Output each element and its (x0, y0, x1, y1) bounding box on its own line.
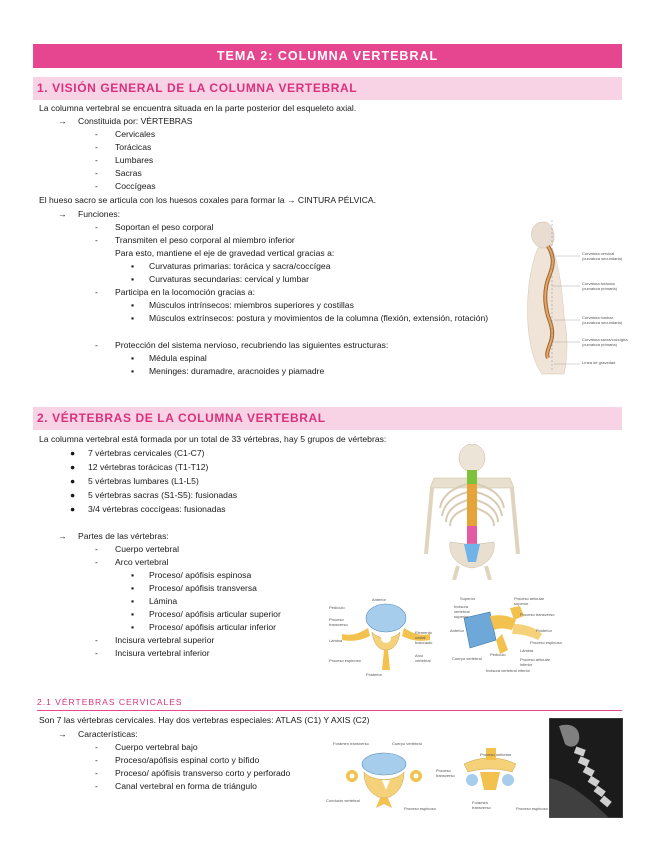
dash-icon: - (95, 755, 98, 765)
list-item: 3/4 vértebras coccígeas: fusionadas (88, 504, 226, 514)
list-item: Médula espinal (149, 353, 207, 363)
list-item: Protección del sistema nervioso, recubriendo las siguientes estructuras: (115, 340, 389, 350)
fig-label: Curvatura cervical (curvatura secundaria) (582, 251, 623, 261)
list-item: Cervicales (115, 129, 156, 139)
fig-label: Conducto vertebral (326, 798, 360, 803)
arrow-icon: → (58, 531, 67, 541)
fig-label: Superior (460, 596, 476, 601)
sacro-text: El hueso sacro se articula con los huesos coxales para formar la → CINTURA PÉLVICA. (39, 195, 377, 205)
fig-label: Línea de gravedad (582, 360, 616, 365)
fig-label: Posterior (366, 672, 383, 677)
square-bullet-icon: ▪ (131, 300, 135, 310)
list-item-sub: Para esto, mantiene el eje de gravedad vertical gracias a: (115, 248, 335, 258)
square-bullet-icon: ▪ (131, 583, 135, 593)
fig-label: Proceso transverso (520, 612, 555, 617)
bullet-icon: ● (70, 490, 76, 500)
fig-label: Anterior (372, 597, 387, 602)
square-bullet-icon: ▪ (131, 274, 135, 284)
fig-label: Anterior (450, 628, 465, 633)
square-bullet-icon: ▪ (131, 570, 135, 580)
spine-lateral-figure (516, 216, 632, 376)
fig-label: Arco vertebral (415, 653, 431, 663)
fig-label: Incisura vertebral inferior (486, 668, 531, 673)
list-item: Músculos intrínsecos: miembros superiores y costillas (149, 300, 354, 310)
bullet-icon: ● (70, 448, 76, 458)
fig-label: Curvatura torácica (curvatura primaria) (582, 281, 617, 291)
fig-label: Posterior (536, 628, 553, 633)
fig-label: Pedículo (490, 652, 506, 657)
list-item: Cuerpo vertebral (115, 544, 180, 554)
fig-label: Curvatura sacra/coccígea (curvatura primaria) (582, 337, 628, 347)
square-bullet-icon: ▪ (131, 596, 135, 606)
dash-icon: - (95, 222, 98, 232)
fig-label: Cuerpo vertebral (392, 741, 422, 746)
list-item: Músculos extrínsecos: postura y movimientos de la columna (flexión, extensión, rotación) (149, 313, 489, 323)
list-item: Lámina (149, 596, 178, 606)
list-item: Incisura vertebral inferior (115, 648, 210, 658)
partes-label: Partes de las vértebras: (78, 531, 169, 541)
list-item: Curvaturas primarias: torácica y sacra/coccígea (149, 261, 331, 271)
fig-label: Proceso espinoso (530, 640, 562, 645)
dash-icon: - (95, 340, 98, 350)
fig-label: Pedículo (329, 605, 345, 610)
fig-label: Lámina (520, 648, 534, 653)
dash-icon: - (95, 557, 98, 567)
skeleton-posterior-figure (422, 444, 522, 580)
section-1-heading: 1. VISIÓN GENERAL DE LA COLUMNA VERTEBRAL (33, 77, 622, 100)
list-item: Proceso/ apófisis transverso corto y perforado (115, 768, 291, 778)
arrow-icon: → (58, 116, 67, 126)
list-item: Participa en la locomoción gracias a: (115, 287, 255, 297)
fig-label: Proceso articular superior (514, 596, 545, 606)
dash-icon: - (95, 544, 98, 554)
fig-label: Proceso transverso (329, 617, 348, 627)
dash-icon: - (95, 181, 98, 191)
fig-label: Proceso articular inferior (520, 657, 551, 667)
list-item: Incisura vertebral superior (115, 635, 215, 645)
list-item: Coccígeas (115, 181, 156, 191)
section-2-1-heading: 2.1 VÉRTEBRAS CERVICALES (37, 697, 183, 707)
constituida-label: Constituida por: VÉRTEBRAS (78, 116, 193, 126)
list-item: Lumbares (115, 155, 154, 165)
list-item: Proceso/ apófisis articular superior (149, 609, 281, 619)
dash-icon: - (95, 742, 98, 752)
dash-icon: - (95, 768, 98, 778)
section-divider (37, 710, 622, 711)
fig-label: Proceso uniforme (480, 752, 512, 757)
dash-icon: - (95, 781, 98, 791)
fig-label: Proceso transverso (436, 768, 455, 778)
sec1-intro: La columna vertebral se encuentra situada en la parte posterior del esqueleto axial. (39, 103, 357, 113)
fig-label: Proceso espinoso (329, 658, 361, 663)
dash-icon: - (95, 168, 98, 178)
sec21-intro: Son 7 las vértebras cervicales. Hay dos vertebras especiales: ATLAS (C1) Y AXIS (C2) (39, 715, 370, 725)
fig-label: Lámina (329, 638, 343, 643)
list-item: Soportan el peso corporal (115, 222, 214, 232)
bullet-icon: ● (70, 476, 76, 486)
list-item: Torácicas (115, 142, 152, 152)
square-bullet-icon: ▪ (131, 366, 135, 376)
fig-label: Incisura vertebral superior (454, 604, 470, 619)
sec2-intro: La columna vertebral está formada por un total de 33 vértebras, hay 5 grupos de vértebras: (39, 434, 387, 444)
fig-label: Proceso espinoso (516, 806, 548, 811)
list-item: Proceso/apófisis espinal corto y bífido (115, 755, 260, 765)
dash-icon: - (95, 129, 98, 139)
dash-icon: - (95, 635, 98, 645)
bullet-icon: ● (70, 504, 76, 514)
fig-label: Foramen transverso (472, 800, 491, 810)
list-item: Curvaturas secundarias: cervical y lumbar (149, 274, 309, 284)
funciones-label: Funciones: (78, 209, 121, 219)
bullet-icon: ● (70, 462, 76, 472)
list-item: 7 vértebras cervicales (C1-C7) (88, 448, 205, 458)
list-item: Cuerpo vertebral bajo (115, 742, 198, 752)
dash-icon: - (95, 287, 98, 297)
list-item: 5 vértebras lumbares (L1-L5) (88, 476, 199, 486)
dash-icon: - (95, 648, 98, 658)
section-2-heading: 2. VÉRTEBRAS DE LA COLUMNA VERTEBRAL (33, 407, 622, 430)
list-item: 12 vértebras torácicas (T1-T12) (88, 462, 209, 472)
list-item: Transmiten el peso corporal al miembro inferior (115, 235, 295, 245)
list-item: 5 vértebras sacras (S1-S5): fusionadas (88, 490, 238, 500)
fig-label: Proceso espinoso (404, 806, 436, 811)
square-bullet-icon: ▪ (131, 609, 135, 619)
square-bullet-icon: ▪ (131, 313, 135, 323)
list-item: Meninges: duramadre, aracnoides y piamadre (149, 366, 325, 376)
fig-label: Foramen transverso (333, 741, 369, 746)
square-bullet-icon: ▪ (131, 622, 135, 632)
fig-label: Elemento costal fusionado (415, 630, 433, 645)
list-item: Proceso/ apófisis transversa (149, 583, 257, 593)
page-title: TEMA 2: COLUMNA VERTEBRAL (33, 44, 622, 68)
caract-label: Características: (78, 729, 138, 739)
list-item: Proceso/ apófisis articular inferior (149, 622, 277, 632)
square-bullet-icon: ▪ (131, 261, 135, 271)
list-item: Canal vertebral en forma de triángulo (115, 781, 257, 791)
cervical-xray-figure (549, 718, 623, 818)
fig-label: Cuerpo vertebral (452, 656, 482, 661)
arrow-icon: → (58, 209, 67, 219)
list-item: Sacras (115, 168, 142, 178)
list-item: Arco vertebral (115, 557, 169, 567)
square-bullet-icon: ▪ (131, 353, 135, 363)
dash-icon: - (95, 142, 98, 152)
dash-icon: - (95, 155, 98, 165)
arrow-icon: → (58, 729, 67, 739)
list-item: Proceso/ apófisis espinosa (149, 570, 252, 580)
dash-icon: - (95, 235, 98, 245)
fig-label: Curvatura lumbar (curvatura secundaria) (582, 315, 623, 325)
